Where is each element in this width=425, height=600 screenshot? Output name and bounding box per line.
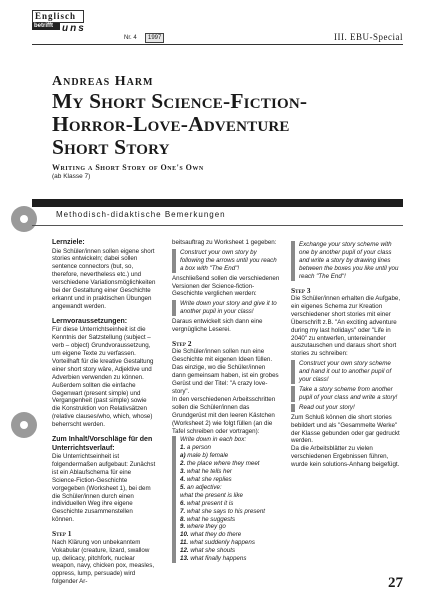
list-item: what the present is like — [180, 491, 243, 499]
task-read-out: Read out your story! — [291, 404, 401, 412]
task-take-scheme: Take a story scheme from another pupil of your class and write a story! — [291, 386, 401, 402]
lernvoraussetzungen-heading: Lernvoraussetzungen: — [52, 317, 128, 325]
list-item: 5. an adjective: — [180, 483, 222, 491]
step2-text: Die Schüler/innen sollen nun eine Geschichte mit eigenen Ideen füllen. Das einzige, wo die Schüler/innen dann gemeinsam haben, ist ein grobes Gerüst und der Titel: "A crazy love-story". — [172, 348, 279, 395]
logo-betrifft: betrifft — [32, 23, 60, 30]
grade-level: (ab Klasse 7) — [52, 173, 91, 180]
reading-text: Daraus entwickelt sich dann eine vergnügliche Leserei. — [172, 318, 263, 334]
decorative-circle — [11, 412, 37, 438]
collected-works-text: Zum Schluß können die short stories bebildert und als "Gesammelte Werke" der Klasse gebunden oder gar gedruckt werden. — [291, 413, 400, 445]
text-column-3 — [291, 239, 401, 469]
lernvoraussetzungen-text: Für diese Unterrichtseinheit ist die Kenntnis der Satzstellung (subject – verb – object) Grundvoraussetzung, um eigene Texte zu verfassen. Vorteilhaft für die kreative Gestaltung einer short story wäre, Adjektive und Adverbien verwenden zu können. Außerdem sollten die einfache Gegenwart (present simple) und Vergangenheit (past simple) sowie die Konstruktion von Relativsätzen (relative clauses/who, which, whose) beherrscht werden. — [52, 326, 154, 429]
task-construct-scheme: Construct your own story scheme and hand it out to another pupil of your class! — [291, 360, 401, 384]
page-number: 27 — [388, 575, 403, 591]
step3-text: Die Schüler/innen erhalten die Aufgabe, ein eigenes Schema zur Kreation verschiedener short stories mit einer Überschrift z.B. "An exciting adventure during my last holidays" oder "Life in 2040" zu entwerfen, untereinander auszutauschen und daraus short short stories zu schreiben: — [291, 295, 401, 358]
compare-text: Anschließend sollen die verschiedenen Versionen der Science-fiction-Geschichte verglichen werden: — [172, 274, 280, 298]
ablauf-heading: Zum Inhalt/Vorschläge für den Unterrichtsverlauf: — [52, 436, 153, 452]
logo-englisch: Englisch — [32, 10, 84, 23]
worksheet2-text: In den verschiedenen Arbeitsschritten sollen die Schüler/innen das Grundgerüst mit den leeren Kästchen (Worksheet 2) wie folgt füllen (an die Tafel schreiben oder vortragen): — [172, 395, 276, 435]
step2-heading: Step 2 — [172, 338, 192, 348]
step1-heading: Step 1 — [52, 529, 72, 539]
text-column-2 — [172, 239, 280, 563]
list-item: 9. where they go — [180, 523, 226, 531]
section-bar — [32, 199, 403, 207]
article-author: Andreas Harm — [52, 74, 154, 89]
article-title-line-2: Horror-Love-Adventure — [52, 112, 290, 136]
list-item: 1. a person — [180, 444, 211, 452]
list-item: 2. the place where they meet — [180, 460, 260, 468]
list-item: 7. what she says to his present — [180, 507, 265, 515]
list-item: 13. what finally happens — [180, 555, 247, 563]
ablauf-text: Die Unterrichtseinheit ist folgendermaßen aufgebaut: Zunächst ist ein Ablaufschema für eine Science-Fiction-Geschichte vorgegeben (Worksheet 1), bei dem die Schüler/innen durch einen individuellen Weg ihre eigene Geschichte zusammenstellen können. — [52, 453, 156, 524]
issue-year: 1997 — [145, 33, 164, 43]
task-write-down-story: Write down your story and give it to another pupil in your class! — [172, 300, 280, 316]
worksheet1-intro: beitsauftrag zu Worksheet 1 gegeben: — [172, 239, 277, 246]
lernziele-heading: Lernziele: — [52, 239, 85, 246]
list-item: 11. what suddenly happens — [180, 539, 255, 547]
step3-heading: Step 3 — [291, 285, 311, 295]
header-rule — [32, 44, 403, 45]
box-instructions-list — [172, 436, 280, 563]
section-title: III. EBU-Special — [334, 32, 403, 42]
list-item: 6. what present it is — [180, 499, 234, 507]
decorative-circle — [11, 206, 37, 232]
magazine-logo — [32, 10, 84, 38]
article-title-line-3: Short Story — [52, 135, 170, 159]
step1-text: Nach Klärung von unbekanntem Vokabular (creature, lizard, swallow up, delicacy, pitchfork, nuclear weapon, navy, chicken pox, measles, oppress, lump, persuade) wird folgender Ar- — [52, 538, 155, 586]
issue-number: Nr. 4 — [124, 35, 137, 41]
list-intro: Write down in each box: — [180, 436, 247, 444]
list-item: a) male b) female — [180, 452, 229, 460]
list-item: 8. what he suggests — [180, 515, 236, 523]
text-column-1 — [52, 239, 156, 586]
list-item: 12. what she shouts — [180, 547, 236, 555]
no-solutions-text: Da die Arbeitsblätter zu vielen verschiedenen Ergebnissen führen, wurde kein solutions-Anhang beigefügt. — [291, 445, 400, 469]
section-rule — [32, 225, 403, 226]
lernziele-text: Die Schüler/innen sollen eigene short stories entwickeln; dabei sollen sentence connectors (but, so, therefore, nevertheless etc.) und verschiedene Variationsmöglichkeiten bei der Gestaltung einer Geschichte erkannt und in praktischen Übungen angewandt werden. — [52, 247, 156, 310]
method-heading: Methodisch-didaktische Bemerkungen — [56, 210, 226, 219]
list-item: 4. what she replies — [180, 475, 232, 483]
task-construct-story: Construct your own story by following the arrows until you reach a box with "The End"! — [172, 249, 280, 273]
article-title-line-1: My Short Science-Fiction- — [52, 89, 308, 113]
task-exchange-scheme: Exchange your story scheme with one by another pupil of your class and write a story by drawing lines between the boxes you like until you reach "The End"! — [291, 241, 401, 281]
list-item: 3. what he tells her — [180, 468, 232, 476]
list-item: 10. what they do there — [180, 531, 242, 539]
article-subtitle: Writing a Short Story of One's Own — [52, 163, 204, 172]
logo-uns: uns — [62, 23, 86, 34]
